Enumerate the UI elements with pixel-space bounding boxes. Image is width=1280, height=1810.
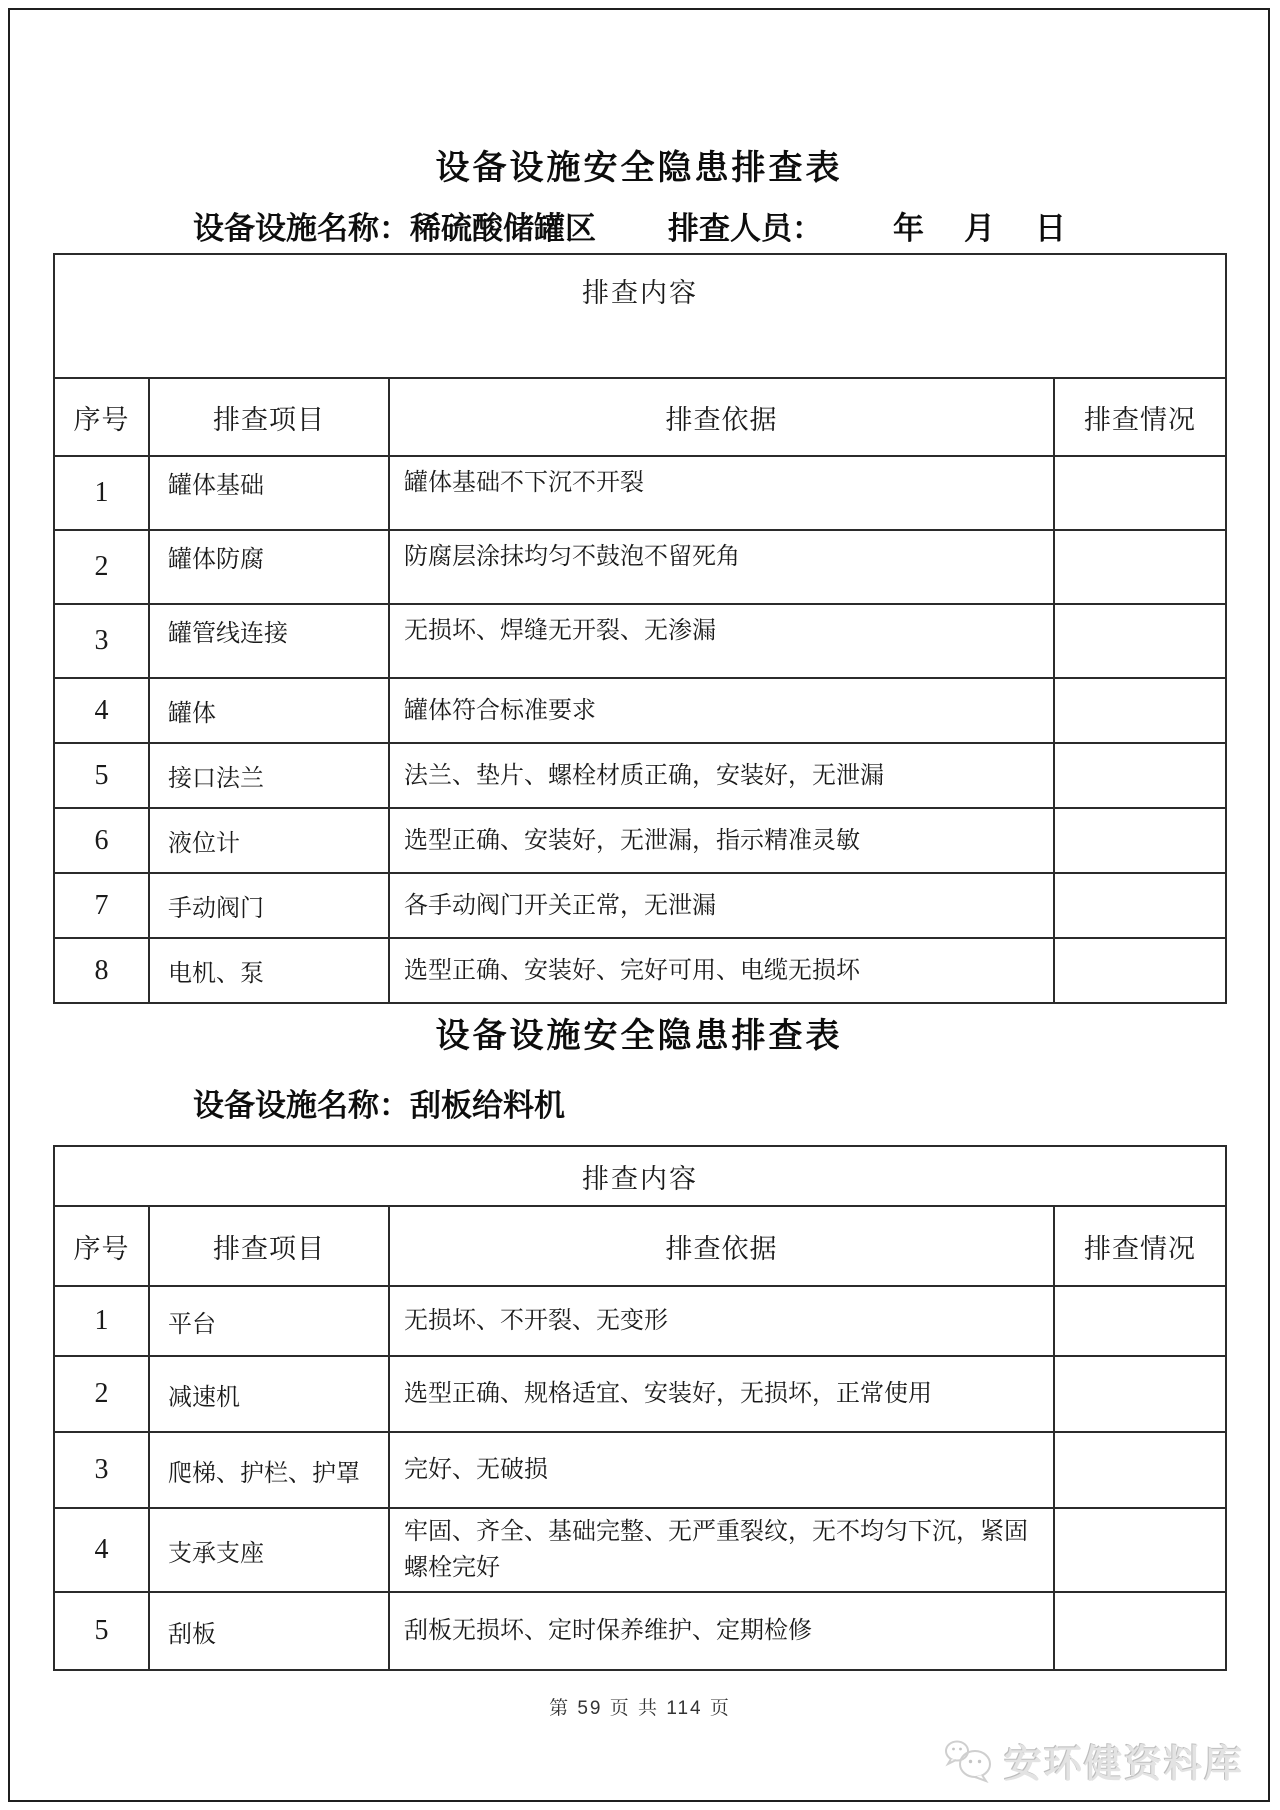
basis-cell: 刮板无损坏、定时保养维护、定期检修 xyxy=(389,1592,1054,1670)
status-cell xyxy=(1054,938,1226,1003)
watermark-text: 安环健资料库 xyxy=(1003,1744,1244,1786)
status-cell xyxy=(1054,1592,1226,1670)
page-title: 设备设施安全隐患排查表 xyxy=(435,149,843,187)
table-header-row xyxy=(54,1206,1226,1286)
table-row xyxy=(54,938,1226,1003)
col-header-basis: 排查依据 xyxy=(389,378,1054,456)
table-row xyxy=(54,1592,1226,1670)
col-header-item: 排查项目 xyxy=(149,378,389,456)
row-number-cell: 4 xyxy=(54,1508,149,1592)
row-number-cell: 5 xyxy=(54,1592,149,1670)
row-number-cell: 6 xyxy=(54,808,149,873)
watermark xyxy=(942,1733,1244,1788)
row-number-cell: 1 xyxy=(54,1286,149,1356)
row-number-cell: 5 xyxy=(54,743,149,808)
status-cell xyxy=(1054,678,1226,743)
table-row xyxy=(54,808,1226,873)
table-row xyxy=(54,678,1226,743)
date-month-label: 月 xyxy=(964,211,995,246)
table-header-row xyxy=(54,378,1226,456)
table-row xyxy=(54,743,1226,808)
table-caption: 排查内容 xyxy=(54,254,1226,378)
basis-cell: 牢固、齐全、基础完整、无严重裂纹，无不均匀下沉，紧固螺栓完好 xyxy=(389,1508,1054,1592)
equipment-name-label: 设备设施名称： xyxy=(193,211,410,246)
table-caption-row xyxy=(54,1146,1226,1206)
row-number-cell: 3 xyxy=(54,604,149,678)
item-cell: 手动阀门 xyxy=(149,873,389,938)
item-cell: 罐体防腐 xyxy=(149,530,389,604)
wechat-bubbles-icon xyxy=(942,1739,998,1783)
item-cell: 液位计 xyxy=(149,808,389,873)
basis-cell: 防腐层涂抹均匀不鼓泡不留死角 xyxy=(389,530,1054,604)
table-row xyxy=(54,873,1226,938)
page-title-2: 设备设施安全隐患排查表 xyxy=(435,1017,843,1055)
table-row xyxy=(54,604,1226,678)
item-cell: 刮板 xyxy=(149,1592,389,1670)
inspector-label: 排查人员： xyxy=(668,211,823,246)
status-cell xyxy=(1054,1432,1226,1508)
status-cell xyxy=(1054,1286,1226,1356)
table-row xyxy=(54,530,1226,604)
status-cell xyxy=(1054,1508,1226,1592)
status-cell xyxy=(1054,808,1226,873)
basis-cell: 罐体基础不下沉不开裂 xyxy=(389,456,1054,530)
basis-cell: 选型正确、安装好、完好可用、电缆无损坏 xyxy=(389,938,1054,1003)
col-header-item-2: 排查项目 xyxy=(149,1206,389,1286)
equipment-name-value: 稀硫酸储罐区 xyxy=(410,211,596,246)
table-row xyxy=(54,1508,1226,1592)
basis-cell: 法兰、垫片、螺栓材质正确，安装好，无泄漏 xyxy=(389,743,1054,808)
status-cell xyxy=(1054,604,1226,678)
basis-cell: 无损坏、不开裂、无变形 xyxy=(389,1286,1054,1356)
table-row xyxy=(54,456,1226,530)
row-number-cell: 1 xyxy=(54,456,149,530)
table-row xyxy=(54,1286,1226,1356)
equipment-name-line-2 xyxy=(53,1080,1225,1125)
basis-cell: 选型正确、安装好，无泄漏，指示精准灵敏 xyxy=(389,808,1054,873)
inspection-table-scraper-feeder xyxy=(53,1145,1227,1671)
equipment-name-line xyxy=(53,203,1225,248)
item-cell: 罐体基础 xyxy=(149,456,389,530)
row-number-cell: 4 xyxy=(54,678,149,743)
status-cell xyxy=(1054,873,1226,938)
status-cell xyxy=(1054,530,1226,604)
item-cell: 电机、泵 xyxy=(149,938,389,1003)
date-day-label: 日 xyxy=(1035,211,1066,246)
item-cell: 罐体 xyxy=(149,678,389,743)
item-cell: 平台 xyxy=(149,1286,389,1356)
date-year-label: 年 xyxy=(893,211,924,246)
status-cell xyxy=(1054,743,1226,808)
item-cell: 支承支座 xyxy=(149,1508,389,1592)
status-cell xyxy=(1054,456,1226,530)
row-number-cell: 8 xyxy=(54,938,149,1003)
status-cell xyxy=(1054,1356,1226,1432)
table-row xyxy=(54,1432,1226,1508)
equipment-name-label-2: 设备设施名称： xyxy=(193,1088,410,1123)
item-cell: 爬梯、护栏、护罩 xyxy=(149,1432,389,1508)
item-cell: 减速机 xyxy=(149,1356,389,1432)
basis-cell: 各手动阀门开关正常，无泄漏 xyxy=(389,873,1054,938)
row-number-cell: 3 xyxy=(54,1432,149,1508)
col-header-basis-2: 排查依据 xyxy=(389,1206,1054,1286)
row-number-cell: 2 xyxy=(54,530,149,604)
table-caption-2: 排查内容 xyxy=(54,1146,1226,1206)
basis-cell: 选型正确、规格适宜、安装好，无损坏，正常使用 xyxy=(389,1356,1054,1432)
col-header-status-2: 排查情况 xyxy=(1054,1206,1226,1286)
item-cell: 接口法兰 xyxy=(149,743,389,808)
basis-cell: 无损坏、焊缝无开裂、无渗漏 xyxy=(389,604,1054,678)
row-number-cell: 7 xyxy=(54,873,149,938)
col-header-status: 排查情况 xyxy=(1054,378,1226,456)
table-caption-row xyxy=(54,254,1226,378)
item-cell: 罐管线连接 xyxy=(149,604,389,678)
page-number-footer: 第 59 页 共 114 页 xyxy=(549,1698,731,1719)
basis-cell: 完好、无破损 xyxy=(389,1432,1054,1508)
equipment-name-value-2: 刮板给料机 xyxy=(410,1088,565,1123)
inspection-table-tank-area xyxy=(53,253,1227,1004)
table-row xyxy=(54,1356,1226,1432)
col-header-number: 序号 xyxy=(54,378,149,456)
col-header-number-2: 序号 xyxy=(54,1206,149,1286)
row-number-cell: 2 xyxy=(54,1356,149,1432)
basis-cell: 罐体符合标准要求 xyxy=(389,678,1054,743)
